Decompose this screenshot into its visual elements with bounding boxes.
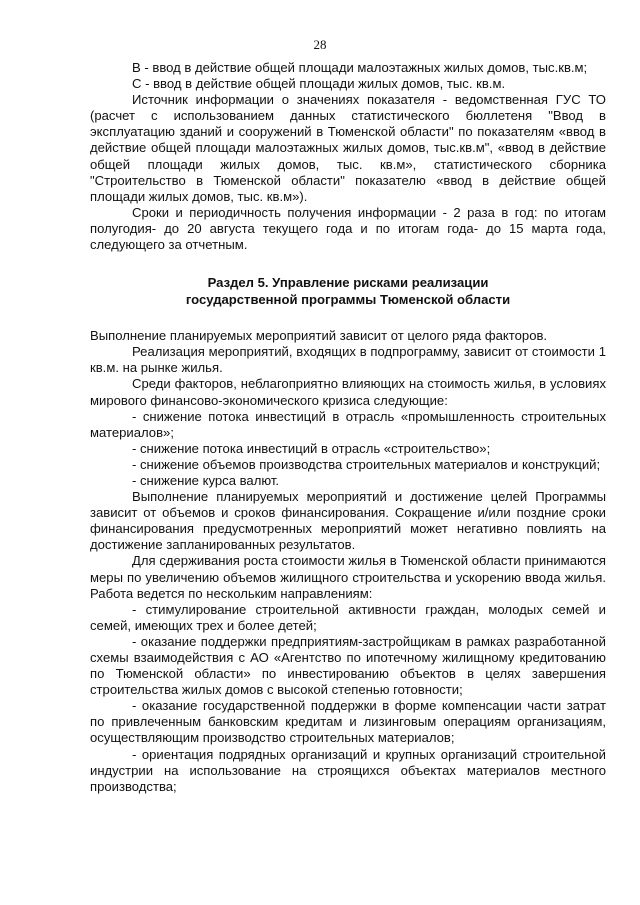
list-item: - стимулирование строительной активности граждан, молодых семей и семей, имеющих трех и более детей; — [90, 601, 606, 633]
list-item: - оказание государственной поддержки в форме компенсации части затрат по привлеченным банковским кредитам и лизинговым операциям организациям, осуществляющим производство строительных материалов; — [90, 698, 606, 746]
spacer — [90, 308, 606, 328]
list-item: - оказание поддержки предприятиям-застройщикам в рамках разработанной схемы взаимодействия с АО «Агентство по ипотечному жилищному кредитованию по Тюменской области» по инвестированию объектов в целях завершения строительства жилых домов с высокой степенью готовности; — [90, 633, 606, 698]
paragraph: Сроки и периодичность получения информации - 2 раза в год: по итогам полугодия- до 20 августа текущего года и по итогам года- до 15 марта года, следующего за отчетным. — [90, 204, 606, 253]
paragraph: Для сдерживания роста стоимости жилья в Тюменской области принимаются меры по увеличению объемов жилищного строительства и ускорению ввода жилья. Работа ведется по нескольким направлениям: — [90, 553, 606, 601]
paragraph: Выполнение планируемых мероприятий и достижение целей Программы зависит от объемов и сроков финансирования. Сокращение и/или поздние сроки финансирования предусмотренных мероприятий может негативно повлиять на достижение запланированных результатов. — [90, 489, 606, 553]
paragraph: С - ввод в действие общей площади жилых домов, тыс. кв.м. — [132, 76, 506, 92]
paragraph: Выполнение планируемых мероприятий зависит от целого ряда факторов. — [90, 328, 548, 344]
section-heading-line-2: государственной программы Тюменской области — [185, 291, 511, 307]
list-item: - снижение потока инвестиций в отрасль «строительство»; — [132, 440, 491, 456]
paragraph: Источник информации о значениях показателя - ведомственная ГУС ТО (расчет с использованием данных статистического бюллетеня "Ввод в эксплуатацию зданий и сооружений в Тюменской области" по показателям «ввод в действие общей площади малоэтажных жилых домов, тыс.кв.м", «ввод в действие общей площади жилых домов, тыс. кв.м», статистического сборника "Строительство в Тюменской области" показателю «ввод в действие общей площади жилых домов, тыс. кв.м»). — [90, 92, 606, 204]
list-item: - ориентация подрядных организаций и крупных организаций строительной индустрии на использование на строящихся объектах материалов местного производства; — [90, 746, 606, 794]
document-body — [90, 60, 606, 795]
spacer — [90, 253, 606, 275]
page-number: 28 — [313, 37, 327, 52]
list-item: - снижение курса валют. — [132, 472, 280, 488]
paragraph: Среди факторов, неблагоприятно влияющих на стоимость жилья, в условиях мирового финансово-экономического кризиса следующие: — [90, 376, 606, 408]
section-heading-line-1: Раздел 5. Управление рисками реализации — [207, 275, 489, 291]
paragraph: В - ввод в действие общей площади малоэтажных жилых домов, тыс.кв.м; — [132, 60, 588, 75]
list-item: - снижение объемов производства строительных материалов и конструкций; — [132, 456, 601, 472]
list-item: - снижение потока инвестиций в отрасль «промышленность строительных материалов»; — [90, 408, 606, 440]
paragraph: Реализация мероприятий, входящих в подпрограмму, зависит от стоимости 1 кв.м. на рынке жилья. — [90, 344, 606, 376]
